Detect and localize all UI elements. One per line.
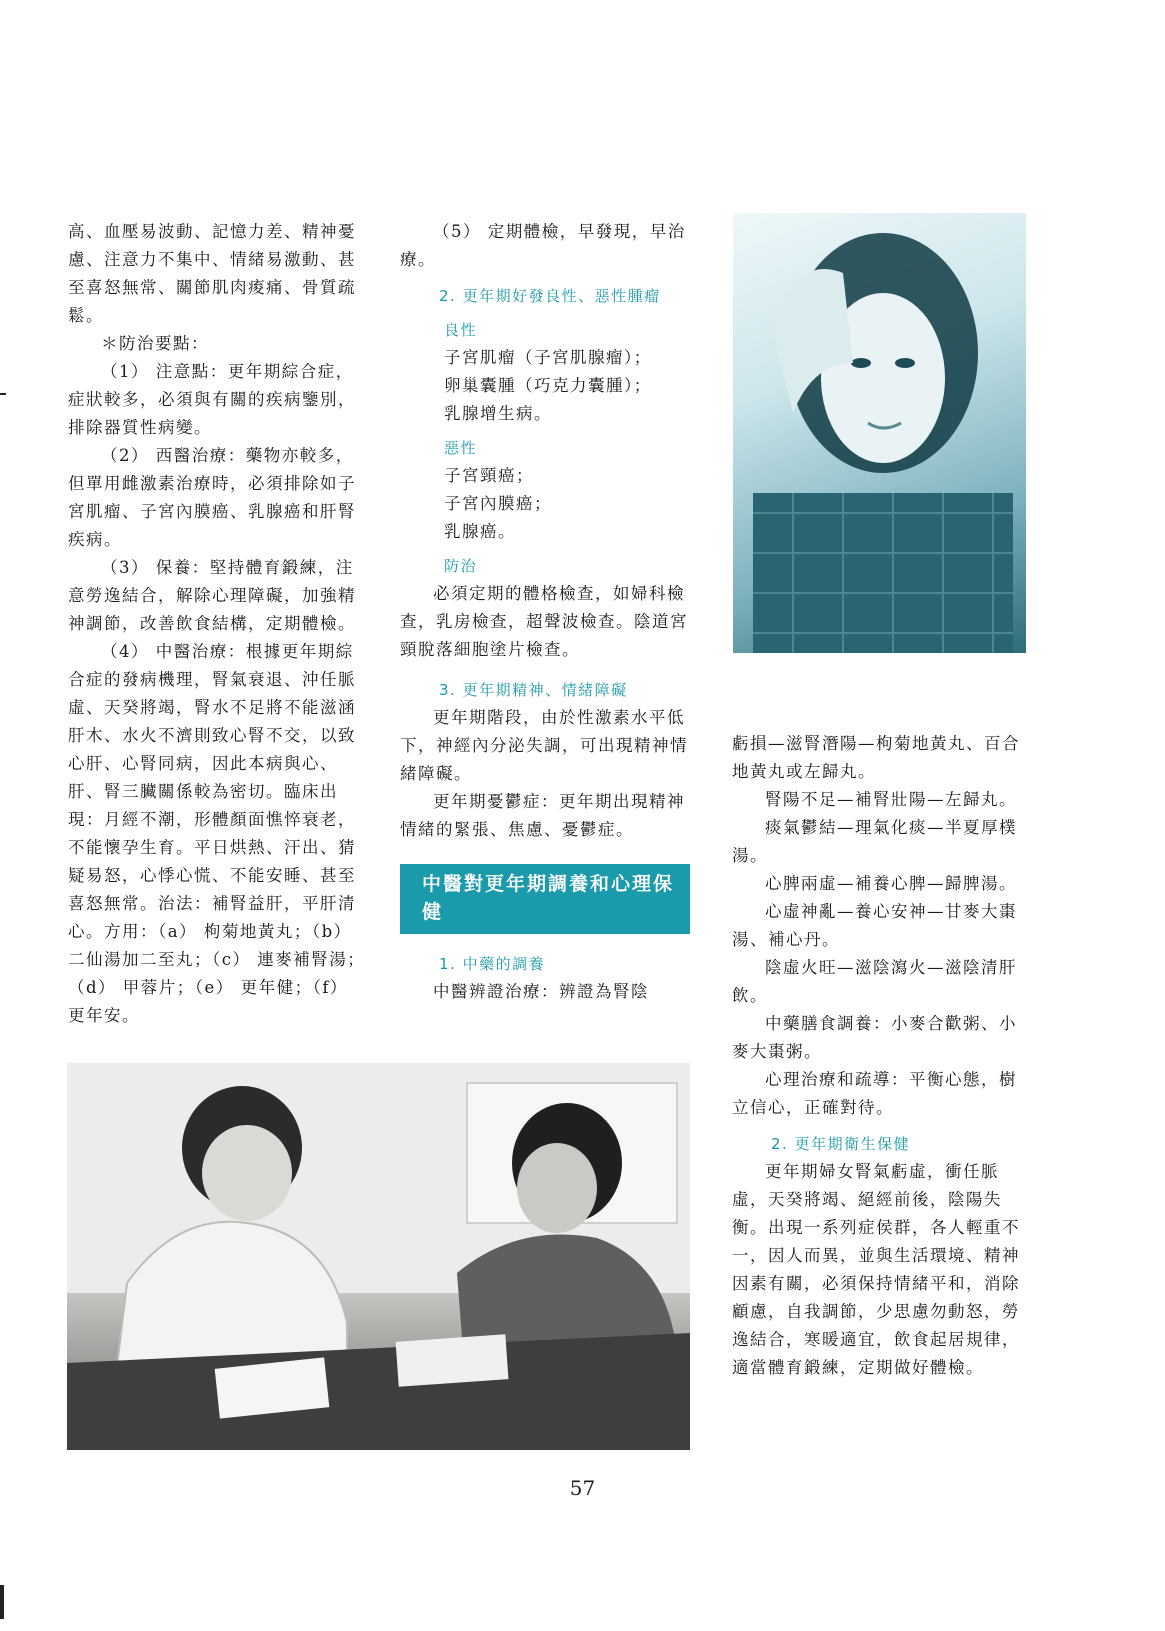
section-banner: 中醫對更年期調養和心理保健 <box>400 864 690 934</box>
consultation-photo-illustration <box>67 1063 690 1450</box>
list-item: 子宮頸癌； <box>444 466 534 485</box>
paragraph: 心理治療和疏導：平衡心態，樹立信心，正確對待。 <box>732 1070 1017 1117</box>
prevention-points-heading: ＊防治要點： <box>101 334 209 353</box>
column-3 <box>732 730 1025 1382</box>
woman-photo-illustration <box>733 213 1026 653</box>
paragraph: 更年期婦女腎氣虧虛，衝任脈虛，天癸將竭、絕經前後，陰陽失衡。出現一系列症侯群，各人輕重不一，因人而異，並與生活環境、精神因素有關，必須保持情緒平和，消除顧慮，自我調節，少思慮勿動怒，勞逸結合，寒暖適宜，飲食起居規律，適當體育鍛練，定期做好體檢。 <box>732 1162 1020 1377</box>
crop-mark <box>0 393 6 395</box>
paragraph: 陰虛火旺—滋陰瀉火—滋陰清肝飲。 <box>732 958 1017 1005</box>
paragraph: 高、血壓易波動、記憶力差、精神憂慮、注意力不集中、情緒易激動、甚至喜怒無常、關節肌肉痠痛、骨質疏鬆。 <box>68 222 356 325</box>
column-2 <box>400 218 690 1006</box>
paragraph: 更年期階段，由於性激素水平低下，神經內分泌失調，可出現精神情緒障礙。 <box>400 708 688 783</box>
subheading-benign: 良性 <box>444 321 478 339</box>
section-heading: 1. 中藥的調養 <box>439 955 546 973</box>
paragraph: 心脾兩虛—補養心脾—歸脾湯。 <box>765 874 1017 893</box>
paragraph: （4） 中醫治療：根據更年期綜合症的發病機理，腎氣衰退、沖任脈虛、天癸將竭，腎水不足將不能滋涵肝木、水火不濟則致心腎不交，以致心肝、心腎同病，因此本病與心、肝、腎三臟關係較為密切。臨床出現：月經不潮，形體顏面憔悴衰老，不能懷孕生育。平日烘熱、汗出、猜疑易怒，心悸心慌、不能安睡、甚至喜怒無常。治法：補腎益肝，平肝清心。方用：（a） 枸菊地黃丸；（b） 二仙湯加二至丸；（c） 連麥補腎湯；（d） 甲蓉片；（e） 更年健；（f） 更年安。 <box>68 642 366 1025</box>
paragraph: （2） 西醫治療：藥物亦較多，但單用雌激素治療時，必須排除如子宮肌瘤、子宮內膜癌、乳腺癌和肝腎疾病。 <box>68 446 356 549</box>
column-1 <box>68 218 368 1030</box>
list-item: 子宮肌瘤（子宮肌腺瘤）； <box>444 348 652 367</box>
section-heading: 3. 更年期精神、情緒障礙 <box>439 681 628 699</box>
paragraph: （3） 保養：堅持體育鍛練，注意勞逸結合，解除心理障礙，加強精神調節，改善飲食結構，定期體檢。 <box>68 558 356 633</box>
consultation-photo <box>67 1063 690 1450</box>
paragraph: 中藥膳食調養：小麥合歡粥、小麥大棗粥。 <box>732 1014 1017 1061</box>
section-heading: 2. 更年期衛生保健 <box>771 1135 911 1153</box>
list-item: 子宮內膜癌； <box>444 494 552 513</box>
paragraph: 中醫辨證治療：辨證為腎陰 <box>433 982 649 1001</box>
crop-mark <box>0 1585 4 1619</box>
section-heading: 2. 更年期好發良性、惡性腫瘤 <box>439 287 661 305</box>
paragraph: 更年期憂鬱症：更年期出現精神情緒的緊張、焦慮、憂鬱症。 <box>400 792 685 839</box>
paragraph: 虧損—滋腎潛陽—枸菊地黃丸、百合地黃丸或左歸丸。 <box>732 734 1020 781</box>
paragraph: 心虛神亂—養心安神—甘麥大棗湯、補心丹。 <box>732 902 1017 949</box>
list-item: 乳腺增生病。 <box>444 404 552 423</box>
paragraph: （5） 定期體檢，早發現，早治療。 <box>400 222 686 269</box>
paragraph: 痰氣鬱結—理氣化痰—半夏厚樸湯。 <box>732 818 1017 865</box>
subheading-prevention: 防治 <box>444 557 478 575</box>
list-item: 卵巢囊腫（巧克力囊腫）； <box>444 376 652 395</box>
page-number: 57 <box>569 1476 596 1500</box>
paragraph: 必須定期的體格檢查，如婦科檢查，乳房檢查，超聲波檢查。陰道宮頸脫落細胞塗片檢查。 <box>400 584 688 659</box>
paragraph: （1） 注意點：更年期綜合症，症狀較多，必須與有關的疾病鑒別，排除器質性病變。 <box>68 362 356 437</box>
paragraph: 腎陽不足—補腎壯陽—左歸丸。 <box>765 790 1017 809</box>
list-item: 乳腺癌。 <box>444 522 516 541</box>
woman-photo <box>733 213 1026 653</box>
subheading-malignant: 惡性 <box>444 439 478 457</box>
